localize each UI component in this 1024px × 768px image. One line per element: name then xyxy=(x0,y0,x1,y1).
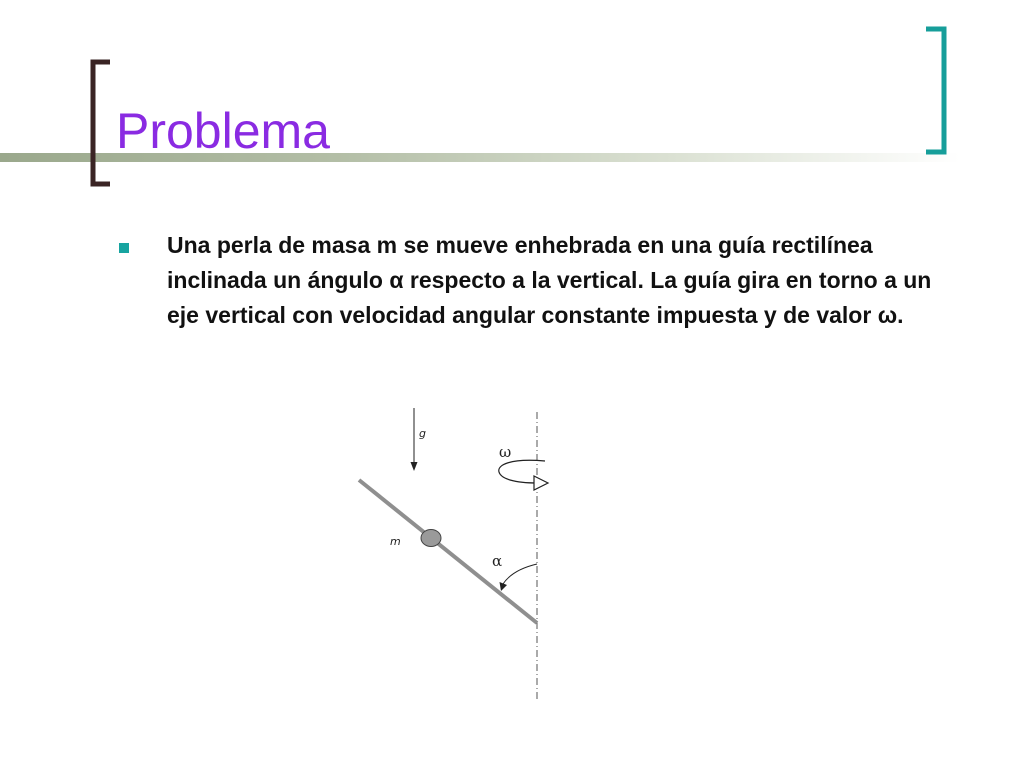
omega-rotation-arrow xyxy=(499,460,548,490)
physics-diagram xyxy=(340,400,560,710)
alpha-angle-arrow xyxy=(500,564,538,591)
slide-title: Problema xyxy=(116,103,330,159)
bullet-marker xyxy=(119,243,129,253)
bullet-text: Una perla de masa m se mueve enhebrada en una guía rectilínea inclinada un ángulo α respecto a la vertical. La guía gira en torno a un eje vertical con velocidad angular constante impuesta y de valor ω. xyxy=(167,232,932,328)
omega-label: ω xyxy=(499,443,512,461)
mass-label: m xyxy=(390,535,401,548)
bead-mass xyxy=(421,530,441,547)
gravity-arrow xyxy=(411,408,418,471)
alpha-label: α xyxy=(492,552,503,570)
gravity-label: g xyxy=(419,427,426,440)
inclined-guide xyxy=(359,480,537,623)
